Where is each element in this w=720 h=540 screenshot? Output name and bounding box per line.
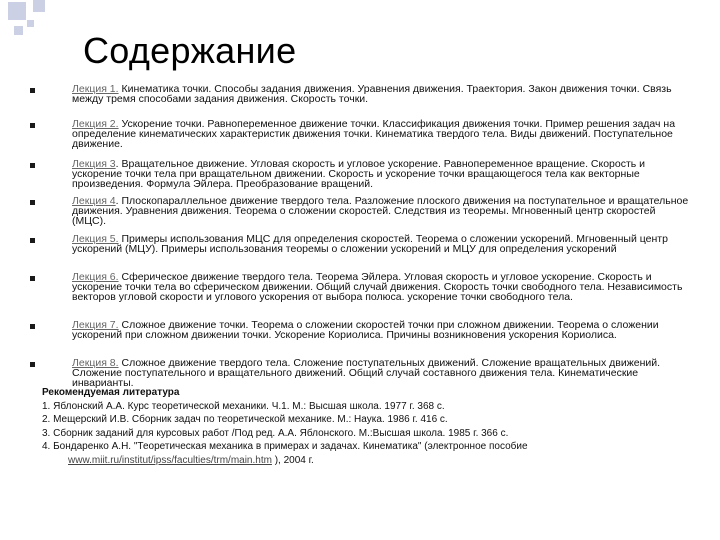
lecture-link[interactable]: Лекция 1. xyxy=(72,83,119,95)
bullet-icon xyxy=(30,276,35,281)
lecture-link[interactable]: Лекция 8. xyxy=(72,357,119,369)
bullet-icon xyxy=(30,362,35,367)
literature-item: 3. Сборник заданий для курсовых работ /Под ред. А.А. Яблонского. М.:Высшая школа. 1985 г. 366 с. xyxy=(42,427,509,439)
literature-item: 1. Яблонский А.А. Курс теоретической механики. Ч.1. М.: Высшая школа. 1977 г. 368 с. xyxy=(42,400,445,412)
lecture-list xyxy=(30,84,690,392)
list-item xyxy=(30,84,690,119)
list-item xyxy=(30,159,690,196)
lecture-link[interactable]: Лекция 3 xyxy=(72,158,116,170)
lecture-link[interactable]: Лекция 4 xyxy=(72,195,116,207)
literature-item-text: 4. Бондаренко А.Н. "Теоретическая механика в примерах и задачах. Кинематика" (электронное пособие xyxy=(42,441,528,453)
decorative-squares xyxy=(0,0,60,50)
lecture-description: Примеры использования МЦС для определения скоростей. Теорема о сложении ускорений. Мгновенный центр ускорений (МЦУ). Примеры использования теоремы о сложении ускорений и МЦУ для определения ускорений xyxy=(72,233,668,255)
literature-link[interactable]: www.miit.ru/institut/ipss/faculties/trm/main.htm xyxy=(68,454,272,466)
decor-square xyxy=(8,2,26,20)
bullet-icon xyxy=(30,238,35,243)
literature-section xyxy=(42,386,702,468)
lecture-link[interactable]: Лекция 7. xyxy=(72,319,119,331)
lecture-description: Сложное движение твердого тела. Сложение поступательных движений. Сложение вращательных движений. Сложение поступательного и вращательного движений. Общий случай составного движения тела. Кинематические инварианты. xyxy=(72,357,661,389)
bullet-icon xyxy=(30,88,35,93)
lecture-description: Сферическое движение твердого тела. Теорема Эйлера. Угловая скорость и угловое ускорение. Скорость и ускорение точки тела во сферическом движении. Общий случай движения. Скорость точки свободного тела. Независимость векторов угловой скорости и углового ускорения от выбора полюса. ускорение точки свободного тела. xyxy=(72,271,683,303)
list-item xyxy=(30,119,690,159)
page-title: Содержание xyxy=(83,30,297,71)
decor-square xyxy=(33,0,45,12)
lecture-description: Сложное движение точки. Теорема о сложении скоростей точки при сложном движении. Теорема о сложении ускорений при сложном движении точки. Ускорение Кориолиса. Причины возникновения ускорения Кориолиса. xyxy=(72,319,659,341)
decor-square xyxy=(14,26,23,35)
bullet-icon xyxy=(30,200,35,205)
bullet-icon xyxy=(30,163,35,168)
list-item xyxy=(30,196,690,234)
literature-item-continuation xyxy=(42,454,702,468)
lecture-description: Кинематика точки. Способы задания движения. Уравнения движения. Траектория. Закон движения точки. Связь между тремя способами задания движения. Скорость точки. xyxy=(72,83,672,105)
lecture-description: Ускорение точки. Равнопеременное движение точки. Классификация движения точки. Пример решения задач на определение кинематических характеристик движения точки. Кинематика твердого тела. Виды движений. Поступательное движение. xyxy=(72,118,676,150)
literature-item xyxy=(42,440,702,467)
lecture-description: . Вращательное движение. Угловая скорость и угловое ускорение. Равнопеременное вращение. Скорость и ускорение точки тела при вращательном движении. Скорость и ускорение точки вращающегося тела как векторные произведения. Формула Эйлера. Преобразование вращений. xyxy=(72,158,646,190)
decor-square xyxy=(27,20,34,27)
bullet-icon xyxy=(30,324,35,329)
list-item xyxy=(30,272,690,320)
literature-item-tail: ), 2004 г. xyxy=(271,454,314,466)
lecture-link[interactable]: Лекция 5. xyxy=(72,233,119,245)
literature-heading: Рекомендуемая литература xyxy=(42,387,180,398)
list-item xyxy=(30,320,690,358)
lecture-link[interactable]: Лекция 2. xyxy=(72,118,119,130)
lecture-description: . Плоскопараллельное движение твердого тела. Разложение плоского движения на поступательное и вращательное движения. Уравнения движения. Теорема о сложении скоростей. Следствия из теоремы. Мгновенный центр скоростей (МЦС). xyxy=(72,195,689,227)
list-item xyxy=(30,234,690,272)
literature-item: 2. Мещерский И.В. Сборник задач по теоретической механике. М.: Наука. 1986 г. 416 с. xyxy=(42,414,448,426)
bullet-icon xyxy=(30,123,35,128)
lecture-link[interactable]: Лекция 6. xyxy=(72,271,119,283)
